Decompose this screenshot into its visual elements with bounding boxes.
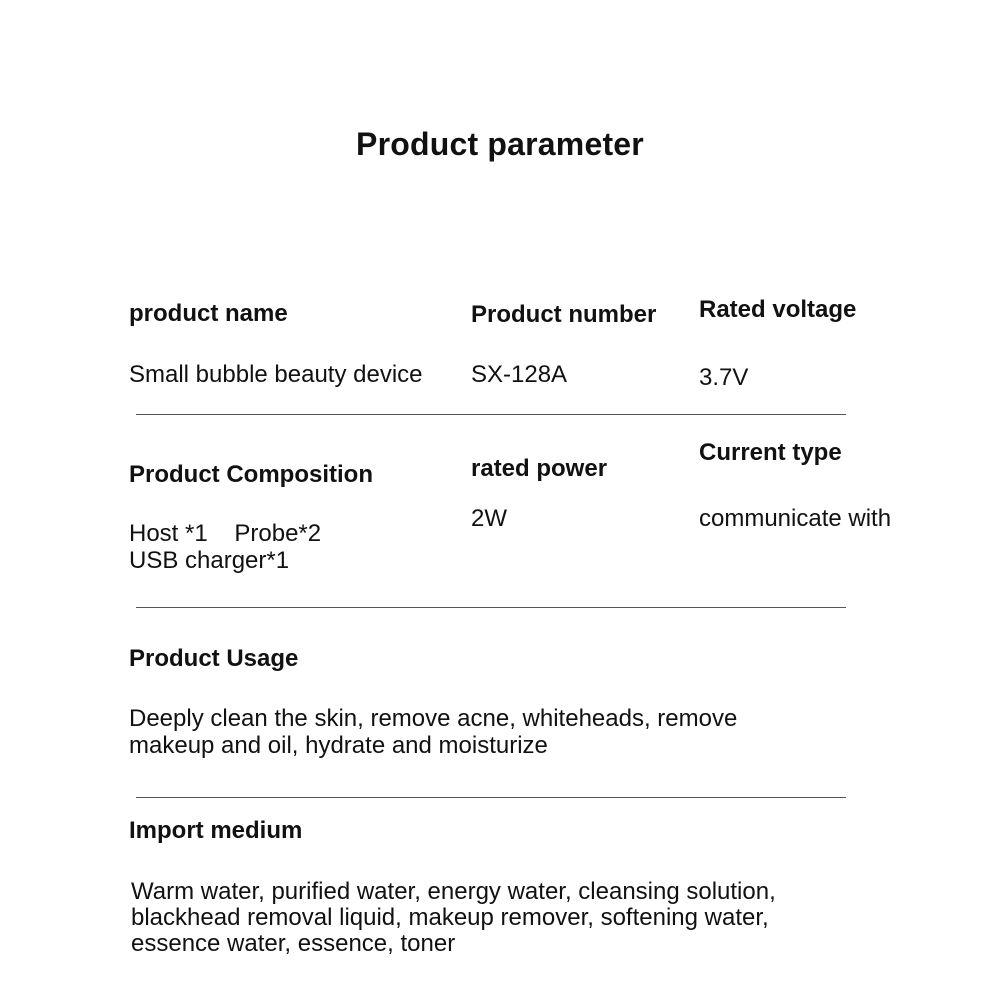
product-name-label: product name [129,300,288,327]
current-type-label: Current type [699,439,842,466]
current-type-value: communicate with [699,505,892,532]
product-composition-line-1: Host *1 Probe*2 [129,520,322,547]
rated-power-label: rated power [471,455,608,482]
product-composition-line-2: USB charger*1 [129,547,290,574]
product-usage-line-2: makeup and oil, hydrate and moisturize [129,732,548,759]
divider-row3 [136,797,846,798]
import-medium-line-2: blackhead removal liquid, makeup remover, softening water, [131,904,769,931]
product-name-value: Small bubble beauty device [129,361,423,388]
rated-power-value: 2W [471,505,507,532]
rated-voltage-value: 3.7V [699,364,749,391]
import-medium-line-1: Warm water, purified water, energy water, cleansing solution, [131,878,776,905]
product-number-label: Product number [471,301,657,328]
product-composition-label: Product Composition [129,461,373,488]
page-title: Product parameter [356,126,644,162]
product-usage-line-1: Deeply clean the skin, remove acne, whiteheads, remove [129,705,738,732]
rated-voltage-label: Rated voltage [699,296,857,323]
product-usage-label: Product Usage [129,645,299,672]
import-medium-line-3: essence water, essence, toner [131,930,456,957]
divider-row1 [136,414,846,415]
product-number-value: SX-128A [471,361,568,388]
divider-row2 [136,607,846,608]
import-medium-label: Import medium [129,817,303,844]
